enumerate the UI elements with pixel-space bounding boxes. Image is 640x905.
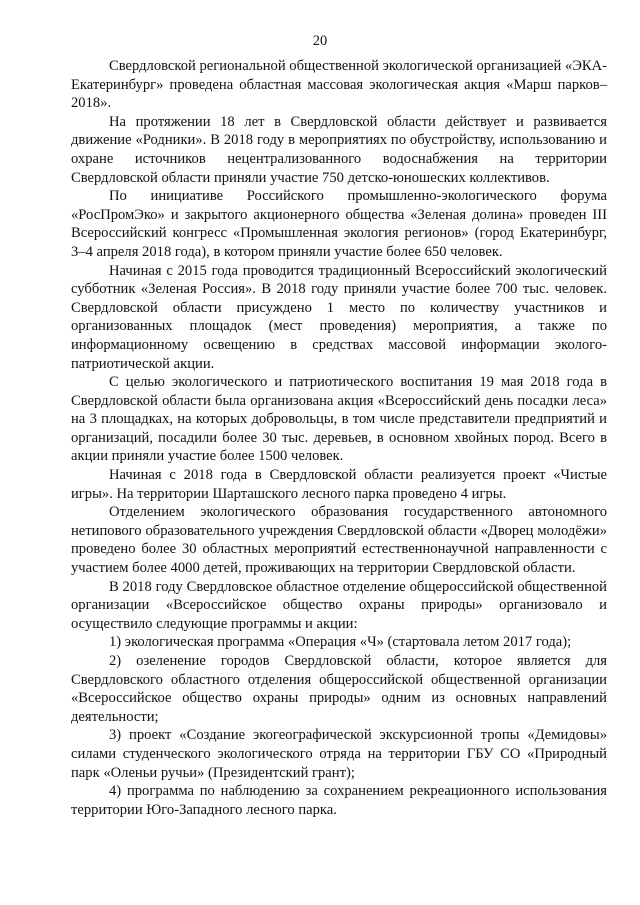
document-body <box>71 57 607 819</box>
page-number: 20 <box>312 33 328 49</box>
paragraph-eka-march: Свердловской региональной общественной экологической организацией «ЭКА-Екатеринбург» проведена областная массовая экологическая акция «Марш парков–2018». <box>71 58 608 112</box>
paragraph-rodniki: На протяжении 18 лет в Свердловской области действует и развивается движение «Родники». В 2018 году в мероприятиях по обустройству, использованию и охране источников нецентрализованного водоснабжения на территории Свердловской области приняли участие 750 детско-юношеских коллективов. <box>71 113 607 186</box>
list-item-demidov-trail: 3) проект «Создание экогеографической экскурсионной тропы «Демидовы» силами студенческого экологического отряда на территории ГБУ СО «Природный парк «Оленьи ручьи» (Президентский грант); <box>71 727 607 781</box>
list-item-greening: 2) озеленение городов Свердловской области, которое является для Свердловского областного отделения общероссийской общественной организации «Всероссийское общество охраны природы» одним из основных направлений деятельности; <box>71 653 607 725</box>
paragraph-youth-palace: Отделением экологического образования государственного автономного нетипового образовательного учреждения Свердловской области «Дворец молодёжи» проведено более 30 областных мероприятий естественнонаучной направленности с участием более 4000 детей, проживающих на территории Свердловской области. <box>71 504 607 577</box>
list-item-forest-park-monitoring: 4) программа по наблюдению за сохранением рекреационного использования территории Юго-Западного лесного парка. <box>71 783 607 818</box>
paragraph-prom-ecology-congress: По инициативе Российского промышленно-экологического форума «РосПромЭко» и закрытого акционерного общества «Зеленая долина» проведен III Всероссийский конгресс «Промышленная экология регионов» (город Екатеринбург, 3–4 апреля 2018 года), в котором приняли участие более 650 человек. <box>71 188 607 260</box>
paragraph-nature-society: В 2018 году Свердловское областное отделение общероссийской общественной организации «Всероссийское общество охраны природы» организовало и осуществило следующие программы и акции: <box>71 578 607 632</box>
paragraph-forest-planting-day: С целью экологического и патриотического воспитания 19 мая 2018 года в Свердловской области была организована акция «Всероссийский день посадки леса» на 3 площадках, на которых добровольцы, в том числе представители предприятий и организаций, посадили более 30 тыс. деревьев, в основном хвойных пород. Всего в акции приняли участие более 1500 человек. <box>71 374 607 465</box>
paragraph-green-russia: Начиная с 2015 года проводится традиционный Всероссийский экологический субботник «Зеленая Россия». В 2018 году приняли участие более 700 тыс. человек. Свердловской области присуждено 1 место по количеству участников и организованных площадок (мест проведения) мероприятия, а также по информационному освещению в средствах массовой информации эколого-патриотической акции. <box>71 262 607 372</box>
paragraph-clean-games: Начиная с 2018 года в Свердловской области реализуется проект «Чистые игры». На территории Шарташского лесного парка проведено 4 игры. <box>71 467 607 502</box>
list-item-operation-ch: 1) экологическая программа «Операция «Ч» (стартовала летом 2017 года); <box>109 634 572 651</box>
